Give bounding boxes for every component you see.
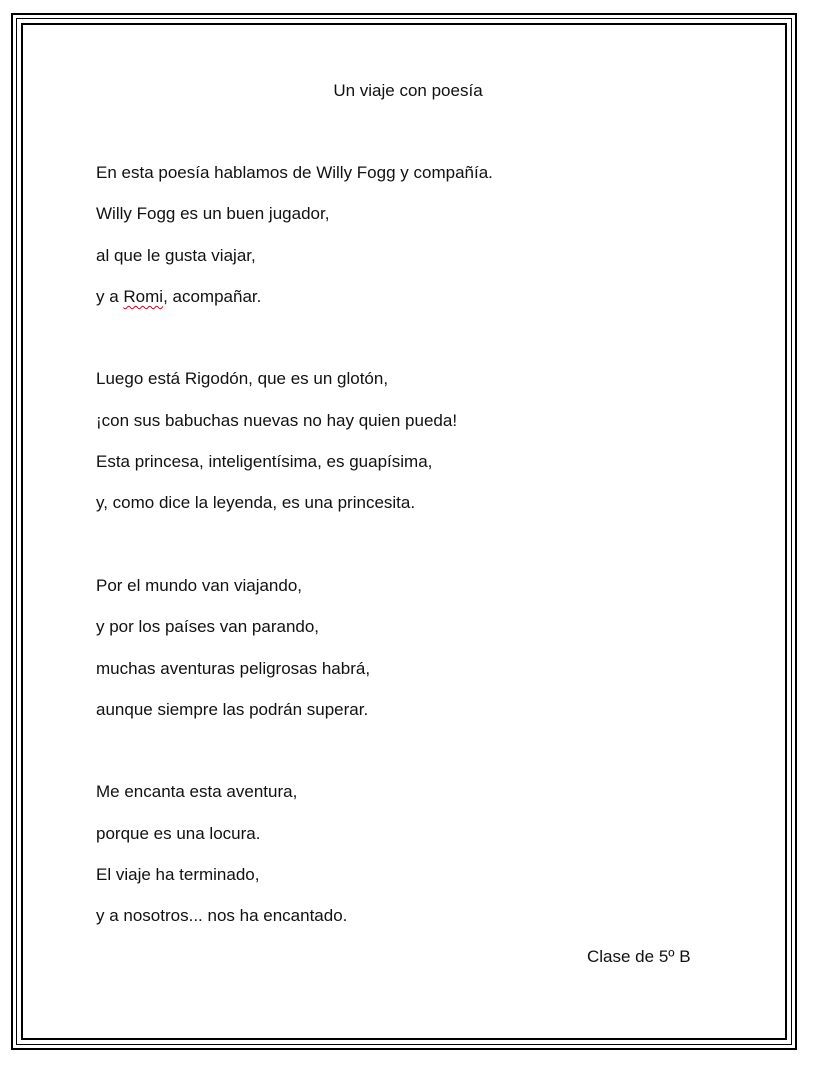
poem-line: y por los países van parando, [96, 617, 320, 637]
signature: Clase de 5º B [587, 947, 691, 966]
poem-title: Un viaje con poesía [333, 81, 483, 100]
stanza-gap [96, 327, 716, 368]
poem-line [96, 286, 716, 327]
line-text: , acompañar. [163, 286, 262, 306]
poem-line: y a nosotros... nos ha encantado. [96, 906, 348, 926]
spellcheck-flagged-word[interactable]: Romi [123, 286, 164, 306]
poem-line: Me encanta esta aventura, [96, 782, 298, 802]
poem-line: ¡con sus babuchas nuevas no hay quien pueda! [96, 410, 458, 430]
poem-line: Luego está Rigodón, que es un glotón, [96, 369, 389, 389]
poem-line: aunque siempre las podrán superar. [96, 699, 369, 719]
poem-line: al que le gusta viajar, [96, 245, 256, 265]
stanza-gap [96, 534, 716, 575]
poem-line: Por el mundo van viajando, [96, 575, 303, 595]
poem-line: y, como dice la leyenda, es una princesita. [96, 493, 416, 513]
poem-line: porque es una locura. [96, 823, 261, 843]
poem-line: En esta poesía hablamos de Willy Fogg y compañía. [96, 163, 493, 182]
poem-line: El viaje ha terminado, [96, 865, 260, 885]
poem-body [96, 162, 716, 947]
poem-line: muchas aventuras peligrosas habrá, [96, 658, 371, 678]
poem-line: Willy Fogg es un buen jugador, [96, 204, 330, 224]
stanza-gap [96, 740, 716, 781]
poem-line: Esta princesa, inteligentísima, es guapísima, [96, 452, 433, 472]
line-text: y a [96, 286, 124, 306]
